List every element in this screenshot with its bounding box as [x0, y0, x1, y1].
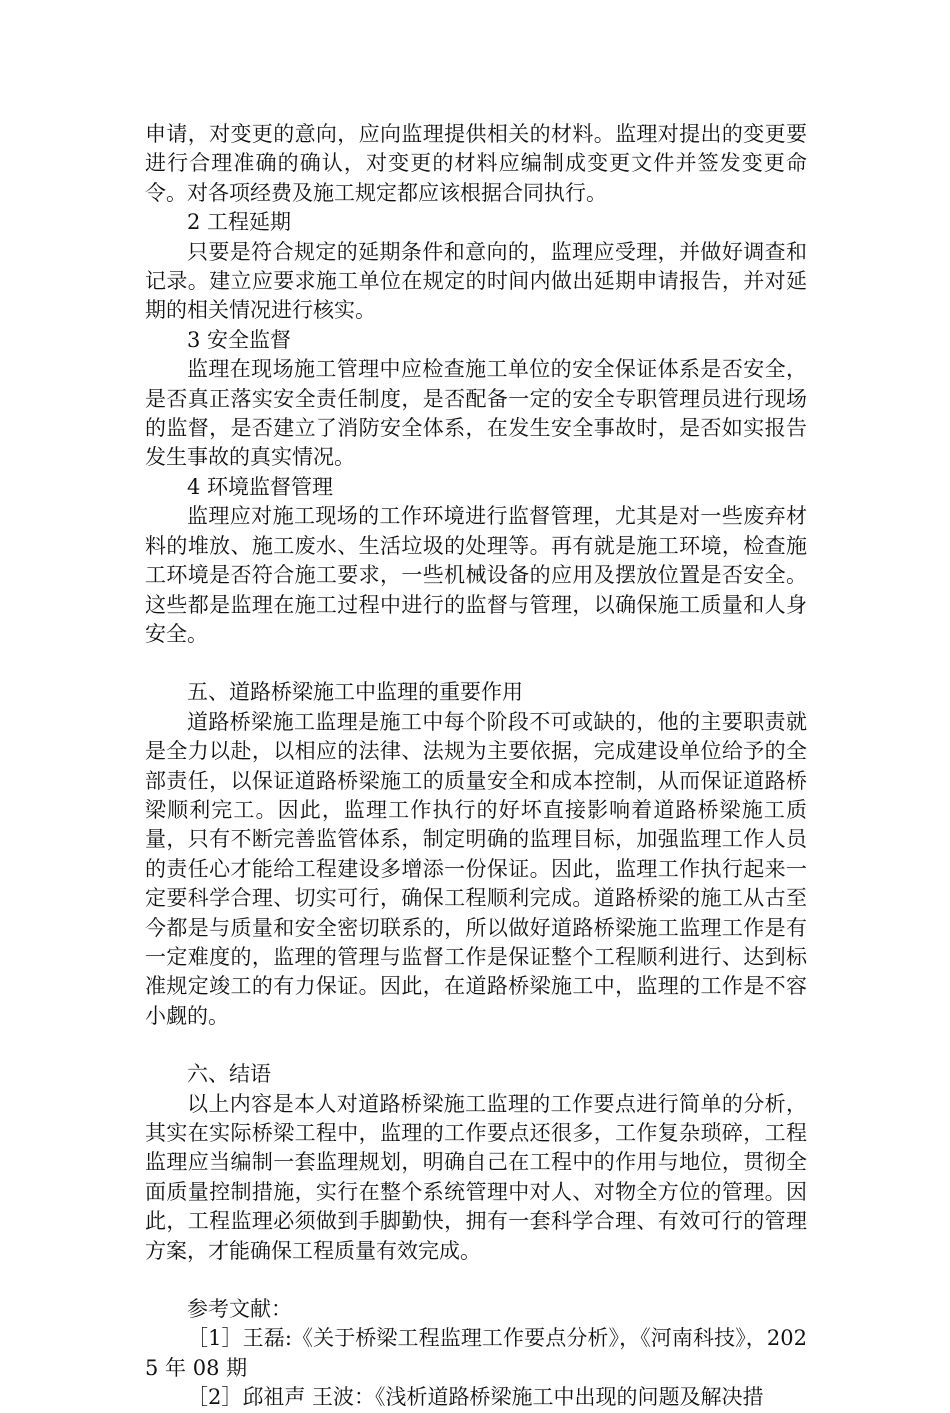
section-heading-4: 4 环境监督管理 [187, 474, 334, 499]
paragraph-5: 道路桥梁施工监理是施工中每个阶段不可或缺的，他的主要职责就是全力以赴，以相应的法律、法规为主要依据，完成建设单位给予的全部责任，以保证道路桥梁施工的质量安全和成本控制，从而保证道路桥梁顺利完工。因此，监理工作执行的好坏直接影响着道路桥梁施工质量，只有不断完善监管体系，制定明确的监理目标，加强监理工作人员的责任心才能给工程建设多增添一份保证。因此，监理工作执行起来一定要科学合理、切实可行，确保工程顺利完成。道路桥梁的施工从古至今都是与质量和安全密切联系的，所以做好道路桥梁施工监理工作是有一定难度的，监理的管理与监督工作是保证整个工程顺利进行、达到标准规定竣工的有力保证。因此，在道路桥梁施工中，监理的工作是不容小觑的。 [145, 709, 807, 1028]
paragraph-intro: 申请，对变更的意向，应向监理提供相关的材料。监理对提出的变更要进行合理准确的确认，对变更的材料应编制成变更文件并签发变更命令。对各项经费及施工规定都应该根据合同执行。 [145, 122, 807, 205]
section-heading-6: 六、结语 [187, 1062, 271, 1087]
paragraph-6: 以上内容是本人对道路桥梁施工监理的工作要点进行简单的分析，其实在实际桥梁工程中，监理的工作要点还很多，工作复杂琐碎，工程监理应当编制一套监理规划，明确自己在工程中的作用与地位，贯彻全面质量控制措施，实行在整个系统管理中对人、对物全方位的管理。因此，工程监理必须做到手脚勤快，拥有一套科学合理、有效可行的管理方案，才能确保工程质量有效完成。 [145, 1091, 807, 1263]
section-heading-5: 五、道路桥梁施工中监理的重要作用 [187, 680, 523, 705]
reference-item-2: ［2］邱祖声 王波：《浅析道路桥梁施工中出现的问题及解决措 [187, 1385, 764, 1410]
reference-item-1: ［1］王磊:《关于桥梁工程监理工作要点分析》，《河南科技》，2025 年 08 期 [145, 1326, 807, 1380]
paragraph-4: 监理应对施工现场的工作环境进行监督管理，尤其是对一些废弃材料的堆放、施工废水、生活垃圾的处理等。再有就是施工环境，检查施工环境是否符合施工要求，一些机械设备的应用及摆放位置是否安全。这些都是监理在施工过程中进行的监督与管理，以确保施工质量和人身安全。 [145, 504, 807, 646]
paragraph-2: 只要是符合规定的延期条件和意向的，监理应受理，并做好调查和记录。建立应要求施工单位在规定的时间内做出延期申请报告，并对延期的相关情况进行核实。 [145, 239, 807, 323]
references-title: 参考文献： [187, 1297, 292, 1322]
document-page [145, 120, 807, 1413]
section-heading-3: 3 安全监督 [187, 327, 292, 352]
section-heading-2: 2 工程延期 [187, 210, 292, 235]
paragraph-3: 监理在现场施工管理中应检查施工单位的安全保证体系是否安全，是否真正落实安全责任制度，是否配备一定的安全专职管理员进行现场的监督，是否建立了消防安全体系，在发生安全事故时，是否如实报告发生事故的真实情况。 [145, 357, 807, 470]
